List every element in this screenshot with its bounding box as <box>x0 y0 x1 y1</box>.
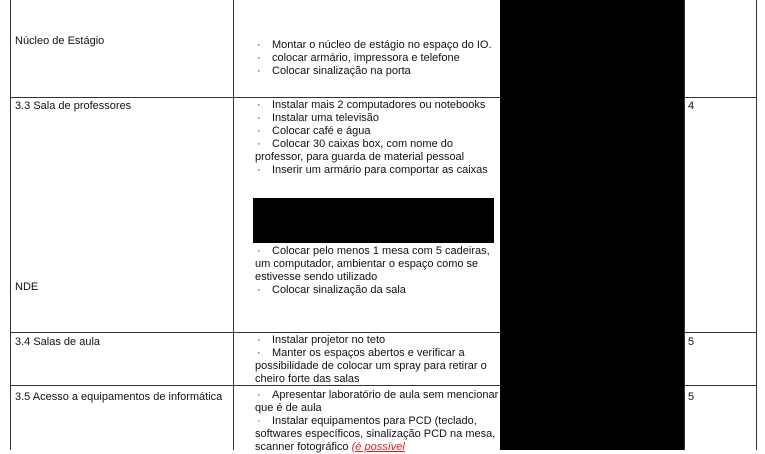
redacted-block <box>253 198 494 243</box>
row-items-salas-aula <box>255 334 500 386</box>
row-label-nde: NDE <box>15 281 39 293</box>
list-item: · Colocar pelo menos 1 mesa com 5 cadeiras, um computador, ambientar o espaço como se estivesse sendo utilizado <box>255 245 490 283</box>
bullet-icon: · <box>257 39 261 51</box>
bullet-icon: · <box>257 389 261 401</box>
list-item: · Montar o núcleo de estágio no espaço do IO. <box>257 39 492 51</box>
bullet-icon: · <box>257 65 261 77</box>
table-column-divider <box>233 0 234 450</box>
list-item: · Colocar sinalização da sala <box>257 284 406 296</box>
list-item: · Colocar sinalização na porta <box>257 65 411 77</box>
list-item: · Instalar mais 2 computadores ou notebooks <box>257 99 486 111</box>
bullet-icon: · <box>257 138 261 150</box>
highlighted-note: (é possível <box>351 441 405 453</box>
row-number: 4 <box>688 100 695 112</box>
bullet-icon: · <box>257 347 261 359</box>
bullet-icon: · <box>257 245 261 257</box>
redacted-column <box>500 0 684 450</box>
list-item: · Manter os espaços abertos e verificar a possibilidade de colocar um spray para retirar o cheiro forte das salas <box>255 347 487 385</box>
bullet-icon: · <box>257 334 261 346</box>
row-label-salas-aula: 3.4 Salas de aula <box>15 336 101 348</box>
list-item: · Colocar 30 caixas box, com nome do professor, para guarda de material pessoal <box>255 138 465 163</box>
table-right-border <box>756 0 757 450</box>
row-items-nde <box>255 245 500 297</box>
list-item: · colocar armário, impressora e telefone <box>257 52 460 64</box>
table-column-divider <box>684 0 685 450</box>
bullet-icon: · <box>257 99 261 111</box>
table-left-border <box>10 0 11 450</box>
list-item: · Instalar uma televisão <box>257 112 379 124</box>
row-items-acesso-equipamentos <box>255 389 500 454</box>
bullet-icon: · <box>257 415 261 427</box>
bullet-icon: · <box>257 164 261 176</box>
bullet-icon: · <box>257 112 261 124</box>
list-item: · Instalar equipamentos para PCD (teclado, softwares específicos, sinalização PCD na mesa, scanner fotográfico (é possível <box>255 415 496 453</box>
row-label-acesso-equipamentos: 3.5 Acesso a equipamentos de informática <box>15 391 223 403</box>
list-item: · Apresentar laboratório de aula sem mencionar que é de aula <box>255 389 499 414</box>
list-item: · Instalar projetor no teto <box>257 334 386 346</box>
list-item: · Inserir um armário para comportar as caixas <box>257 164 488 176</box>
row-number: 5 <box>688 336 695 348</box>
row-label-nucleo-estagio: Núcleo de Estágio <box>15 35 105 47</box>
row-items-nucleo-estagio <box>255 39 500 78</box>
row-items-sala-professores <box>255 99 500 177</box>
bullet-icon: · <box>257 125 261 137</box>
bullet-icon: · <box>257 284 261 296</box>
bullet-icon: · <box>257 52 261 64</box>
list-item: · Colocar café e água <box>257 125 371 137</box>
row-label-sala-professores: 3.3 Sala de professores <box>15 100 132 112</box>
row-number: 5 <box>688 391 695 403</box>
